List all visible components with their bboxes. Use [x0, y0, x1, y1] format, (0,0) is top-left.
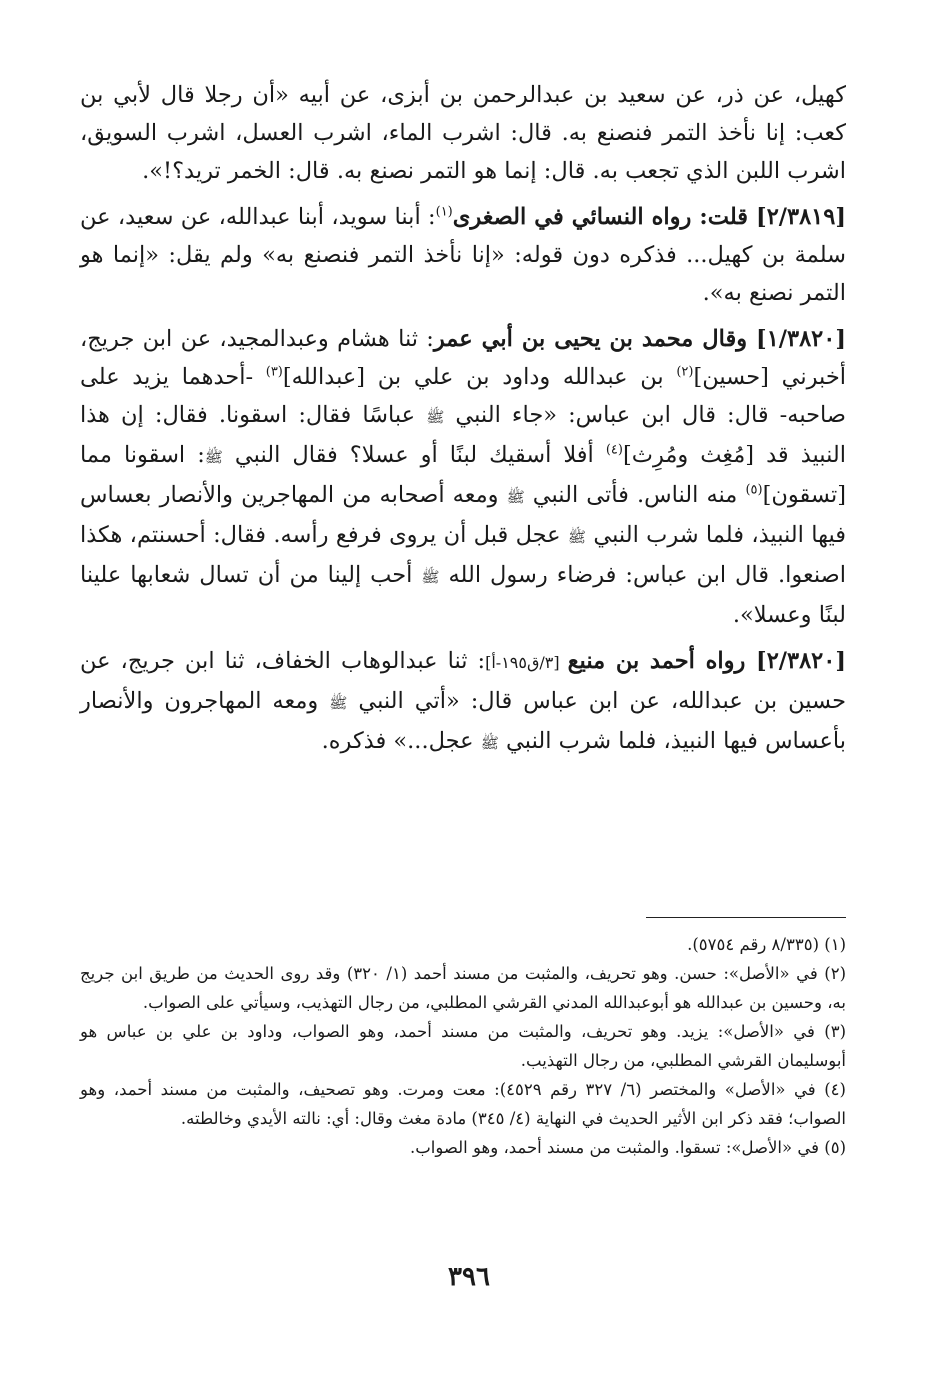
footnote-marker: (٥)	[745, 482, 763, 498]
footnote-marker: (١)	[435, 204, 453, 220]
footnote-marker: (٤)	[605, 442, 623, 458]
text-segment: أحب إلينا من أن تسال شعابها علينا لبنًا وعسلا».	[80, 562, 846, 628]
salawat-glyph: ﷺ	[421, 568, 440, 586]
text-segment: بن عبدالله وداود بن علي بن [عبدالله]	[282, 364, 677, 390]
hadith-reference: [١/٣٨٢٠] وقال محمد بن يحيى بن أبي عمر	[433, 326, 846, 352]
salawat-glyph: ﷺ	[480, 734, 499, 752]
footnote-1: (١) (٨/٣٣٥ رقم ٥٧٥٤).	[687, 935, 846, 954]
salawat-glyph: ﷺ	[204, 448, 223, 466]
hadith-reference: [٢/٣٨٢٠] رواه أحمد بن منيع	[567, 648, 846, 674]
paragraph-3820-1	[80, 320, 846, 634]
footnotes	[80, 930, 846, 1162]
text-segment: عجل...» فذكره.	[321, 728, 481, 754]
salawat-glyph: ﷺ	[567, 528, 587, 546]
footnote-marker: (٢)	[676, 364, 694, 380]
text-segment: ومعه المهاجرون والأنصار بأعساس فيها النبيذ، فلما شرب النبي	[80, 688, 846, 754]
main-text	[80, 76, 846, 770]
text-segment: -أحدهما يزيد على صاحبه- قال: قال ابن عباس: «جاء النبي	[80, 364, 846, 428]
text-segment: : ثنا عبدالوهاب الخفاف، ثنا ابن جريج، عن حسين بن عبدالله، عن ابن عباس قال: «أتي النبي	[80, 648, 846, 714]
salawat-glyph: ﷺ	[329, 694, 348, 712]
salawat-glyph: ﷺ	[426, 408, 445, 426]
text-segment: : ثنا هشام وعبدالمجيد، عن ابن جريج، أخبرني [حسين]	[80, 326, 846, 390]
text-segment: : اسقونا مما [تسقون]	[80, 442, 846, 508]
text-segment: ومعه أصحابه من المهاجرين والأنصار بعساس فيها النبيذ، فلما شرب النبي	[80, 482, 846, 548]
text-segment: أفلا أسقيك لبنًا أو عسلا؟ فقال النبي	[222, 442, 606, 468]
footnote-divider	[646, 917, 846, 918]
paragraph-text: : أبنا سويد، أبنا عبدالله، عن سعيد، عن سلمة بن كهيل... فذكره دون قوله: «إنا نأخذ التمر فنصنع به» ولم يقل: «إنما هو التمر نصنع به».	[80, 204, 846, 306]
footnote-4: (٤) في «الأصل» والمختصر (٦/ ٣٢٧ رقم ٤٥٢٩): معت ومرت. وهو تصحيف، والمثبت من مسند أحمد، وهو الصواب؛ فقد ذكر ابن الأثير الحديث في النهاية (٤/ ٣٤٥) مادة مغث وقال: أي: نالته الأيدي وخالطته.	[80, 1080, 846, 1128]
page-number: ٣٩٦	[448, 1262, 490, 1292]
paragraph-1: كهيل، عن ذر، عن سعيد بن عبدالرحمن بن أبزى، عن أبيه «أن رجلا قال لأبي بن كعب: إنا نأخذ التمر فنصنع به. قال: اشرب الماء، اشرب العسل، اشرب السويق، اشرب اللبن الذي تجعب به. قال: إنما هو التمر نصنع به. قال: الخمر تريد؟!».	[80, 82, 846, 184]
paragraph-3820-2	[80, 642, 846, 762]
footnote-2: (٢) في «الأصل»: حسن. وهو تحريف، والمثبت من مسند أحمد (١/ ٣٢٠) وقد روى الحديث من طريق ابن جريج به، وحسين بن عبدالله هو أبوعبدالله المدني القرشي المطلبي، من رجال التهذيب، وسيأتي على الصواب.	[80, 964, 846, 1012]
paragraph-3819-2	[80, 198, 846, 312]
manuscript-location: [٣/ق١٩٥-أ]	[485, 653, 568, 672]
footnote-3: (٣) في «الأصل»: يزيد. وهو تحريف، والمثبت من مسند أحمد، وهو الصواب، وداود بن علي بن عباس هو أبوسليمان القرشي المطلبي، من رجال التهذيب.	[80, 1022, 846, 1070]
salawat-glyph: ﷺ	[506, 488, 525, 506]
footnote-5: (٥) في «الأصل»: تسقوا. والمثبت من مسند أحمد، وهو الصواب.	[409, 1138, 846, 1157]
hadith-reference: [٢/٣٨١٩] قلت: رواه النسائي في الصغرى	[452, 204, 846, 230]
text-segment: عباسًا فقال: اسقونا. فقال: إن هذا النبيذ قد [مُغِث ومُرِث]	[80, 402, 846, 468]
text-segment: منه الناس. فأتى النبي	[524, 482, 746, 508]
footnote-marker: (٣)	[265, 364, 283, 380]
text-segment: عجل قبل أن يروى فرفع رأسه. فقال: أحسنتم، هكذا اصنعوا. قال ابن عباس: فرضاء رسول الله	[80, 522, 847, 588]
